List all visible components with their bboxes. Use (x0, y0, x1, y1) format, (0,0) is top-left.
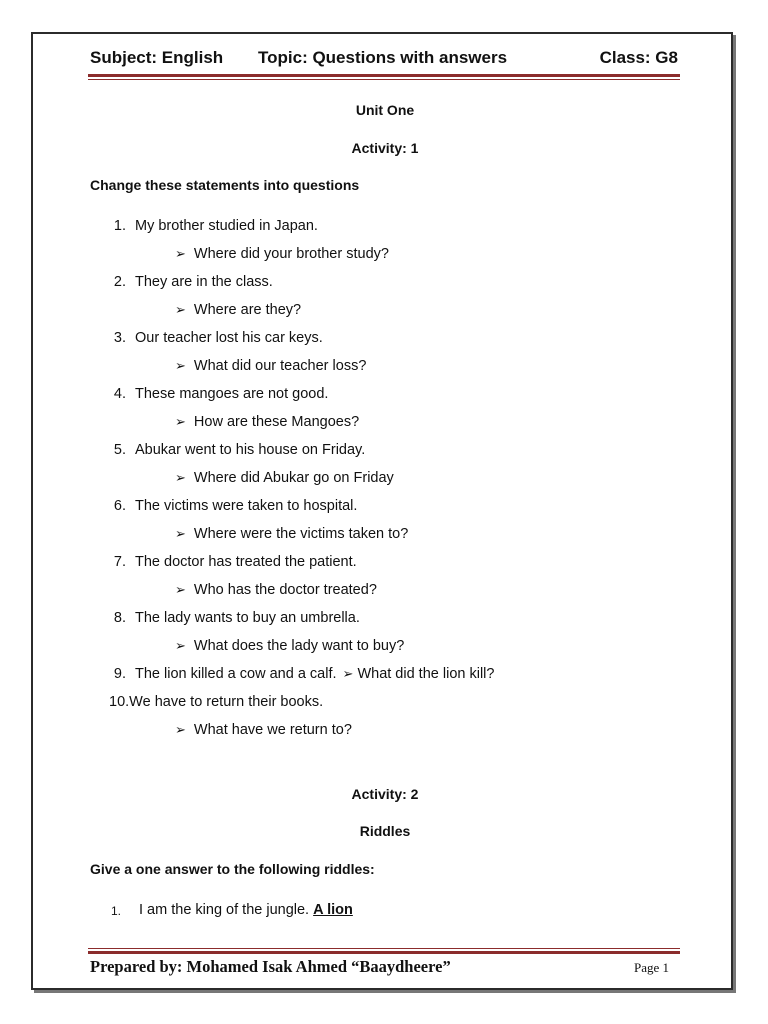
item-number: 6. (113, 498, 126, 514)
answer: How are these Mangoes? (193, 414, 360, 430)
answer-line (175, 638, 404, 654)
item-number: 1. (113, 218, 126, 234)
statement: Our teacher lost his car keys. (135, 330, 323, 346)
activity1-instruction: Change these statements into questions (90, 177, 360, 193)
answer-line (175, 246, 389, 262)
arrow-bullet-icon: ➢ (342, 666, 354, 681)
activity2-subtitle: Riddles (359, 823, 411, 839)
footer-rule-thin (88, 948, 680, 949)
page-number: Page 1 (634, 960, 670, 975)
item-number: 9. (113, 666, 126, 682)
arrow-bullet-icon: ➢ (175, 302, 186, 317)
prepared-by: Prepared by: Mohamed Isak Ahmed “Baaydheere” (90, 957, 451, 976)
statement: The lion killed a cow and a calf. (135, 666, 337, 682)
arrow-bullet-icon: ➢ (175, 358, 186, 373)
answer-line (175, 526, 408, 542)
riddle-answer: A lion (313, 902, 353, 918)
answer-line (175, 470, 394, 486)
arrow-bullet-icon: ➢ (175, 582, 186, 597)
subject-label: Subject: English (90, 48, 224, 67)
activity2-title: Activity: 2 (351, 786, 419, 802)
activity2-instruction: Give a one answer to the following riddles: (90, 861, 375, 877)
class-label: Class: G8 (599, 48, 678, 67)
answer-line (175, 302, 301, 318)
statement-with-number (109, 694, 323, 710)
statement: Abukar went to his house on Friday. (135, 442, 366, 458)
header-rule-thin (88, 79, 680, 80)
answer-line (175, 582, 377, 598)
item-number: 10. (109, 694, 130, 710)
statement-with-answer (135, 666, 494, 682)
arrow-bullet-icon: ➢ (175, 470, 186, 485)
statement: The lady wants to buy an umbrella. (135, 610, 360, 626)
answer: Where were the victims taken to? (193, 526, 409, 542)
answer-line (175, 414, 359, 430)
statement: The doctor has treated the patient. (135, 554, 357, 570)
statement: We have to return their books. (129, 694, 324, 710)
answer: What did the lion kill? (357, 666, 495, 682)
page-header (90, 48, 678, 72)
riddle: I am the king of the jungle. (139, 902, 310, 918)
statement: My brother studied in Japan. (135, 218, 318, 234)
arrow-bullet-icon: ➢ (175, 414, 186, 429)
header-rule-thick (88, 74, 680, 77)
topic-label: Topic: Questions with answers (258, 48, 508, 67)
arrow-bullet-icon: ➢ (175, 722, 186, 737)
answer: What did our teacher loss? (193, 358, 367, 374)
answer: What does the lady want to buy? (193, 638, 405, 654)
answer-line (175, 722, 352, 738)
riddle-line (139, 902, 353, 918)
answer: Where did Abukar go on Friday (193, 470, 394, 486)
statement: The victims were taken to hospital. (135, 498, 358, 514)
activity1-title: Activity: 1 (351, 140, 419, 156)
unit-title: Unit One (355, 102, 415, 118)
answer: Where are they? (193, 302, 302, 318)
statement: These mangoes are not good. (135, 386, 329, 402)
arrow-bullet-icon: ➢ (175, 246, 186, 261)
item-number: 8. (113, 610, 126, 626)
item-number: 4. (113, 386, 126, 402)
footer-rule-thick (88, 951, 680, 954)
item-number: 3. (113, 330, 126, 346)
item-number: 7. (113, 554, 126, 570)
item-number: 2. (113, 274, 126, 290)
answer: What have we return to? (193, 722, 352, 738)
answer: Who has the doctor treated? (193, 582, 377, 598)
riddle-number: 1. (111, 904, 122, 918)
arrow-bullet-icon: ➢ (175, 638, 186, 653)
answer-line (175, 358, 366, 374)
arrow-bullet-icon: ➢ (175, 526, 186, 541)
statement: They are in the class. (135, 274, 273, 290)
item-number: 5. (113, 442, 126, 458)
answer: Where did your brother study? (193, 246, 389, 262)
